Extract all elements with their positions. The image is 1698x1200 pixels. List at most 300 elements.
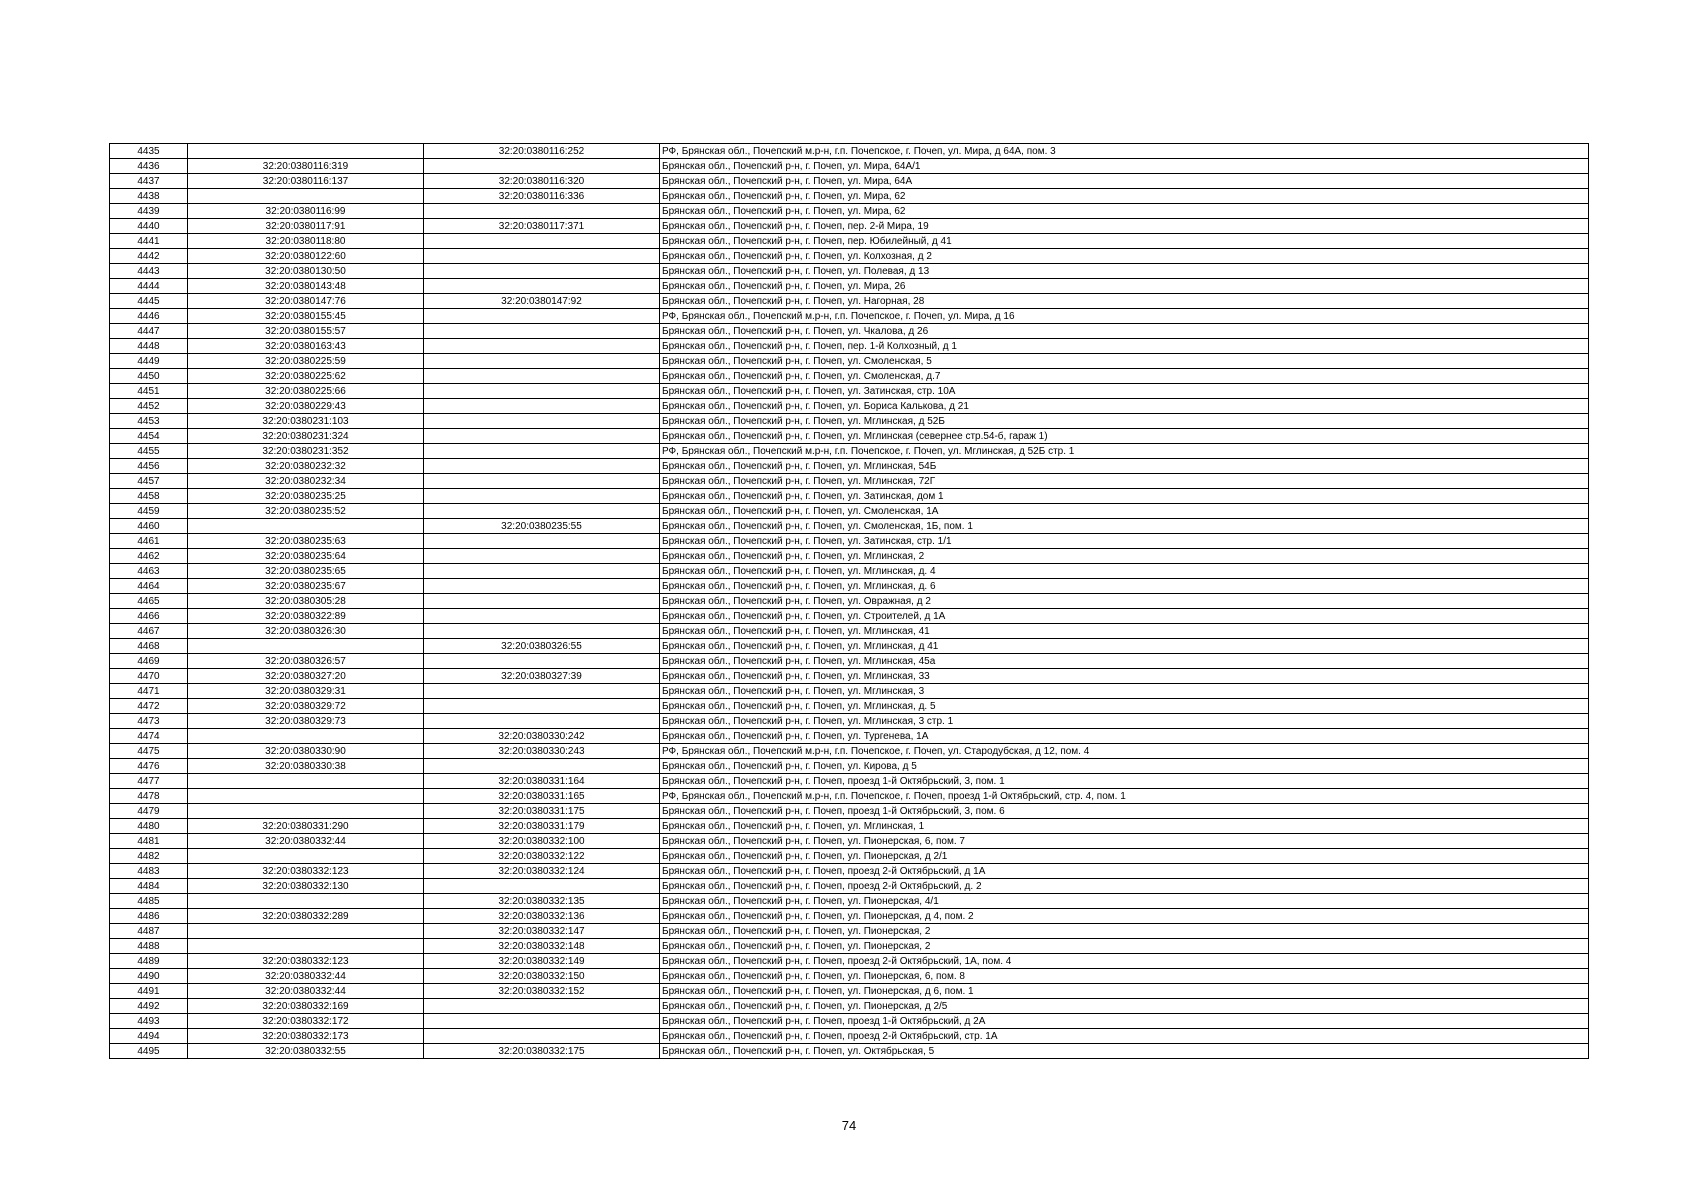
address: Брянская обл., Почепский р-н, г. Почеп, ул. Чкалова, д 26 — [660, 324, 1589, 339]
building-cadastral-number: 32:20:0380117:371 — [424, 219, 660, 234]
row-number: 4476 — [110, 759, 188, 774]
address: Брянская обл., Почепский р-н, г. Почеп, ул. Тургенева, 1А — [660, 729, 1589, 744]
building-cadastral-number: 32:20:0380332:152 — [424, 984, 660, 999]
land-cadastral-number: 32:20:0380155:57 — [188, 324, 424, 339]
row-number: 4446 — [110, 309, 188, 324]
table-row — [110, 984, 1589, 999]
land-cadastral-number — [188, 789, 424, 804]
land-cadastral-number: 32:20:0380332:169 — [188, 999, 424, 1014]
land-cadastral-number: 32:20:0380332:173 — [188, 1029, 424, 1044]
row-number: 4490 — [110, 969, 188, 984]
row-number: 4466 — [110, 609, 188, 624]
table-row — [110, 474, 1589, 489]
row-number: 4452 — [110, 399, 188, 414]
land-cadastral-number: 32:20:0380116:319 — [188, 159, 424, 174]
building-cadastral-number — [424, 234, 660, 249]
building-cadastral-number — [424, 459, 660, 474]
table-row — [110, 834, 1589, 849]
row-number: 4492 — [110, 999, 188, 1014]
table-row — [110, 759, 1589, 774]
table-row — [110, 1029, 1589, 1044]
table-row — [110, 354, 1589, 369]
address: Брянская обл., Почепский р-н, г. Почеп, проезд 1-й Октябрьский, 3, пом. 6 — [660, 804, 1589, 819]
land-cadastral-number: 32:20:0380327:20 — [188, 669, 424, 684]
row-number: 4471 — [110, 684, 188, 699]
building-cadastral-number — [424, 624, 660, 639]
land-cadastral-number: 32:20:0380235:67 — [188, 579, 424, 594]
land-cadastral-number: 32:20:0380332:44 — [188, 969, 424, 984]
building-cadastral-number — [424, 564, 660, 579]
land-cadastral-number: 32:20:0380329:73 — [188, 714, 424, 729]
land-cadastral-number: 32:20:0380143:48 — [188, 279, 424, 294]
row-number: 4494 — [110, 1029, 188, 1044]
table-row — [110, 489, 1589, 504]
building-cadastral-number — [424, 699, 660, 714]
table-row — [110, 1014, 1589, 1029]
land-cadastral-number: 32:20:0380326:57 — [188, 654, 424, 669]
row-number: 4472 — [110, 699, 188, 714]
building-cadastral-number — [424, 684, 660, 699]
row-number: 4482 — [110, 849, 188, 864]
address: Брянская обл., Почепский р-н, г. Почеп, ул. Мглинская, 3 — [660, 684, 1589, 699]
building-cadastral-number — [424, 159, 660, 174]
address: Брянская обл., Почепский р-н, г. Почеп, ул. Мглинская, д 41 — [660, 639, 1589, 654]
land-cadastral-number: 32:20:0380130:50 — [188, 264, 424, 279]
address: Брянская обл., Почепский р-н, г. Почеп, ул. Мглинская, 41 — [660, 624, 1589, 639]
table-row — [110, 174, 1589, 189]
row-number: 4489 — [110, 954, 188, 969]
land-cadastral-number: 32:20:0380330:90 — [188, 744, 424, 759]
table-row — [110, 969, 1589, 984]
building-cadastral-number — [424, 879, 660, 894]
table-row — [110, 669, 1589, 684]
address: Брянская обл., Почепский р-н, г. Почеп, ул. Мглинская, 3 стр. 1 — [660, 714, 1589, 729]
building-cadastral-number: 32:20:0380332:150 — [424, 969, 660, 984]
table-row — [110, 864, 1589, 879]
row-number: 4454 — [110, 429, 188, 444]
table-row — [110, 399, 1589, 414]
land-cadastral-number: 32:20:0380225:66 — [188, 384, 424, 399]
table-row — [110, 729, 1589, 744]
row-number: 4477 — [110, 774, 188, 789]
land-cadastral-number: 32:20:0380326:30 — [188, 624, 424, 639]
address: Брянская обл., Почепский р-н, г. Почеп, ул. Пионерская, д 4, пом. 2 — [660, 909, 1589, 924]
address: Брянская обл., Почепский р-н, г. Почеп, ул. Мглинская, 54Б — [660, 459, 1589, 474]
row-number: 4453 — [110, 414, 188, 429]
land-cadastral-number: 32:20:0380232:34 — [188, 474, 424, 489]
building-cadastral-number — [424, 1014, 660, 1029]
row-number: 4487 — [110, 924, 188, 939]
address: Брянская обл., Почепский р-н, г. Почеп, ул. Смоленская, д.7 — [660, 369, 1589, 384]
table-row — [110, 894, 1589, 909]
table-row — [110, 639, 1589, 654]
address: РФ, Брянская обл., Почепский м.р-н, г.п. Почепское, г. Почеп, ул. Стародубская, д 12, пом. 4 — [660, 744, 1589, 759]
row-number: 4479 — [110, 804, 188, 819]
row-number: 4457 — [110, 474, 188, 489]
row-number: 4491 — [110, 984, 188, 999]
table-row — [110, 714, 1589, 729]
table-row — [110, 324, 1589, 339]
land-cadastral-number — [188, 144, 424, 159]
building-cadastral-number: 32:20:0380332:124 — [424, 864, 660, 879]
row-number: 4448 — [110, 339, 188, 354]
building-cadastral-number — [424, 609, 660, 624]
building-cadastral-number — [424, 759, 660, 774]
row-number: 4451 — [110, 384, 188, 399]
table-row — [110, 249, 1589, 264]
land-cadastral-number: 32:20:0380332:123 — [188, 954, 424, 969]
building-cadastral-number: 32:20:0380116:320 — [424, 174, 660, 189]
table-row — [110, 564, 1589, 579]
land-cadastral-number — [188, 849, 424, 864]
building-cadastral-number — [424, 594, 660, 609]
building-cadastral-number — [424, 279, 660, 294]
building-cadastral-number: 32:20:0380330:242 — [424, 729, 660, 744]
row-number: 4443 — [110, 264, 188, 279]
row-number: 4469 — [110, 654, 188, 669]
address: Брянская обл., Почепский р-н, г. Почеп, ул. Пионерская, 2 — [660, 924, 1589, 939]
building-cadastral-number: 32:20:0380330:243 — [424, 744, 660, 759]
land-cadastral-number — [188, 774, 424, 789]
building-cadastral-number: 32:20:0380116:252 — [424, 144, 660, 159]
table-row — [110, 579, 1589, 594]
table-row — [110, 939, 1589, 954]
building-cadastral-number: 32:20:0380332:149 — [424, 954, 660, 969]
row-number: 4474 — [110, 729, 188, 744]
row-number: 4468 — [110, 639, 188, 654]
row-number: 4480 — [110, 819, 188, 834]
row-number: 4438 — [110, 189, 188, 204]
table-row — [110, 909, 1589, 924]
building-cadastral-number — [424, 714, 660, 729]
address: Брянская обл., Почепский р-н, г. Почеп, ул. Мглинская, 33 — [660, 669, 1589, 684]
building-cadastral-number: 32:20:0380332:175 — [424, 1044, 660, 1059]
address: Брянская обл., Почепский р-н, г. Почеп, ул. Затинская, стр. 10А — [660, 384, 1589, 399]
address: Брянская обл., Почепский р-н, г. Почеп, пер. Юбилейный, д 41 — [660, 234, 1589, 249]
building-cadastral-number — [424, 354, 660, 369]
table-row — [110, 234, 1589, 249]
land-cadastral-number: 32:20:0380332:172 — [188, 1014, 424, 1029]
land-cadastral-number: 32:20:0380332:44 — [188, 834, 424, 849]
address: Брянская обл., Почепский р-н, г. Почеп, ул. Овражная, д 2 — [660, 594, 1589, 609]
table-row — [110, 954, 1589, 969]
land-cadastral-number: 32:20:0380332:289 — [188, 909, 424, 924]
building-cadastral-number — [424, 444, 660, 459]
table-row — [110, 369, 1589, 384]
land-cadastral-number: 32:20:0380330:38 — [188, 759, 424, 774]
land-cadastral-number: 32:20:0380225:59 — [188, 354, 424, 369]
address: Брянская обл., Почепский р-н, г. Почеп, ул. Пионерская, 4/1 — [660, 894, 1589, 909]
building-cadastral-number: 32:20:0380331:179 — [424, 819, 660, 834]
address: Брянская обл., Почепский р-н, г. Почеп, ул. Мглинская (севернее стр.54-б, гараж 1) — [660, 429, 1589, 444]
table-row — [110, 744, 1589, 759]
row-number: 4456 — [110, 459, 188, 474]
table-row — [110, 789, 1589, 804]
row-number: 4483 — [110, 864, 188, 879]
building-cadastral-number: 32:20:0380332:148 — [424, 939, 660, 954]
building-cadastral-number — [424, 369, 660, 384]
land-cadastral-number — [188, 189, 424, 204]
land-cadastral-number: 32:20:0380332:130 — [188, 879, 424, 894]
row-number: 4460 — [110, 519, 188, 534]
table-row — [110, 774, 1589, 789]
address: Брянская обл., Почепский р-н, г. Почеп, ул. Мглинская, д. 6 — [660, 579, 1589, 594]
land-cadastral-number: 32:20:0380305:28 — [188, 594, 424, 609]
land-cadastral-number: 32:20:0380155:45 — [188, 309, 424, 324]
address: Брянская обл., Почепский р-н, г. Почеп, ул. Бориса Калькова, д 21 — [660, 399, 1589, 414]
land-cadastral-number: 32:20:0380332:123 — [188, 864, 424, 879]
address: Брянская обл., Почепский р-н, г. Почеп, ул. Смоленская, 1Б, пом. 1 — [660, 519, 1589, 534]
table-row — [110, 549, 1589, 564]
table-row — [110, 189, 1589, 204]
address: Брянская обл., Почепский р-н, г. Почеп, ул. Затинская, дом 1 — [660, 489, 1589, 504]
address: Брянская обл., Почепский р-н, г. Почеп, проезд 2-й Октябрьский, стр. 1А — [660, 1029, 1589, 1044]
building-cadastral-number — [424, 414, 660, 429]
address: Брянская обл., Почепский р-н, г. Почеп, ул. Мглинская, 2 — [660, 549, 1589, 564]
building-cadastral-number — [424, 534, 660, 549]
land-cadastral-number: 32:20:0380322:89 — [188, 609, 424, 624]
address: Брянская обл., Почепский р-н, г. Почеп, ул. Мглинская, д 52Б — [660, 414, 1589, 429]
address: Брянская обл., Почепский р-н, г. Почеп, ул. Пионерская, 2 — [660, 939, 1589, 954]
land-cadastral-number: 32:20:0380229:43 — [188, 399, 424, 414]
row-number: 4461 — [110, 534, 188, 549]
address: Брянская обл., Почепский р-н, г. Почеп, проезд 1-й Октябрьский, 3, пом. 1 — [660, 774, 1589, 789]
row-number: 4442 — [110, 249, 188, 264]
building-cadastral-number — [424, 309, 660, 324]
building-cadastral-number — [424, 339, 660, 354]
row-number: 4441 — [110, 234, 188, 249]
address: Брянская обл., Почепский р-н, г. Почеп, проезд 2-й Октябрьский, д 1А — [660, 864, 1589, 879]
address: Брянская обл., Почепский р-н, г. Почеп, ул. Мира, 62 — [660, 204, 1589, 219]
table-row — [110, 159, 1589, 174]
building-cadastral-number — [424, 249, 660, 264]
table-row — [110, 624, 1589, 639]
address: Брянская обл., Почепский р-н, г. Почеп, проезд 2-й Октябрьский, 1А, пом. 4 — [660, 954, 1589, 969]
cadastral-table — [109, 143, 1589, 1059]
building-cadastral-number: 32:20:0380116:336 — [424, 189, 660, 204]
address: Брянская обл., Почепский р-н, г. Почеп, ул. Колхозная, д 2 — [660, 249, 1589, 264]
land-cadastral-number: 32:20:0380231:103 — [188, 414, 424, 429]
table-row — [110, 819, 1589, 834]
table-row — [110, 879, 1589, 894]
building-cadastral-number: 32:20:0380332:147 — [424, 924, 660, 939]
row-number: 4481 — [110, 834, 188, 849]
land-cadastral-number — [188, 894, 424, 909]
land-cadastral-number: 32:20:0380232:32 — [188, 459, 424, 474]
table-row — [110, 999, 1589, 1014]
address: Брянская обл., Почепский р-н, г. Почеп, пер. 1-й Колхозный, д 1 — [660, 339, 1589, 354]
land-cadastral-number — [188, 639, 424, 654]
building-cadastral-number — [424, 579, 660, 594]
land-cadastral-number — [188, 729, 424, 744]
row-number: 4439 — [110, 204, 188, 219]
land-cadastral-number: 32:20:0380235:52 — [188, 504, 424, 519]
address: Брянская обл., Почепский р-н, г. Почеп, ул. Октябрьская, 5 — [660, 1044, 1589, 1059]
row-number: 4470 — [110, 669, 188, 684]
table-row — [110, 279, 1589, 294]
address: РФ, Брянская обл., Почепский м.р-н, г.п. Почепское, г. Почеп, ул. Мглинская, д 52Б стр. 1 — [660, 444, 1589, 459]
address: Брянская обл., Почепский р-н, г. Почеп, ул. Мглинская, 72Г — [660, 474, 1589, 489]
land-cadastral-number: 32:20:0380231:352 — [188, 444, 424, 459]
building-cadastral-number — [424, 1029, 660, 1044]
row-number: 4450 — [110, 369, 188, 384]
table-row — [110, 339, 1589, 354]
building-cadastral-number: 32:20:0380331:175 — [424, 804, 660, 819]
row-number: 4458 — [110, 489, 188, 504]
address: Брянская обл., Почепский р-н, г. Почеп, ул. Пионерская, д 6, пом. 1 — [660, 984, 1589, 999]
row-number: 4464 — [110, 579, 188, 594]
address: Брянская обл., Почепский р-н, г. Почеп, пер. 2-й Мира, 19 — [660, 219, 1589, 234]
building-cadastral-number — [424, 489, 660, 504]
table-row — [110, 609, 1589, 624]
address: Брянская обл., Почепский р-н, г. Почеп, ул. Нагорная, 28 — [660, 294, 1589, 309]
land-cadastral-number: 32:20:0380231:324 — [188, 429, 424, 444]
address: Брянская обл., Почепский р-н, г. Почеп, ул. Мира, 62 — [660, 189, 1589, 204]
land-cadastral-number: 32:20:0380116:137 — [188, 174, 424, 189]
building-cadastral-number — [424, 549, 660, 564]
table-row — [110, 264, 1589, 279]
table-row — [110, 504, 1589, 519]
row-number: 4465 — [110, 594, 188, 609]
row-number: 4447 — [110, 324, 188, 339]
row-number: 4449 — [110, 354, 188, 369]
address: РФ, Брянская обл., Почепский м.р-н, г.п. Почепское, г. Почеп, ул. Мира, д 16 — [660, 309, 1589, 324]
land-cadastral-number: 32:20:0380118:80 — [188, 234, 424, 249]
address: Брянская обл., Почепский р-н, г. Почеп, ул. Смоленская, 5 — [660, 354, 1589, 369]
land-cadastral-number: 32:20:0380116:99 — [188, 204, 424, 219]
table-row — [110, 924, 1589, 939]
row-number: 4462 — [110, 549, 188, 564]
building-cadastral-number: 32:20:0380147:92 — [424, 294, 660, 309]
building-cadastral-number: 32:20:0380327:39 — [424, 669, 660, 684]
land-cadastral-number — [188, 924, 424, 939]
address: Брянская обл., Почепский р-н, г. Почеп, ул. Пионерская, д 2/1 — [660, 849, 1589, 864]
land-cadastral-number: 32:20:0380331:290 — [188, 819, 424, 834]
row-number: 4484 — [110, 879, 188, 894]
building-cadastral-number: 32:20:0380332:135 — [424, 894, 660, 909]
building-cadastral-number — [424, 324, 660, 339]
row-number: 4459 — [110, 504, 188, 519]
table-row — [110, 444, 1589, 459]
row-number: 4445 — [110, 294, 188, 309]
land-cadastral-number: 32:20:0380332:44 — [188, 984, 424, 999]
table-row — [110, 519, 1589, 534]
row-number: 4435 — [110, 144, 188, 159]
row-number: 4485 — [110, 894, 188, 909]
land-cadastral-number: 32:20:0380122:60 — [188, 249, 424, 264]
table-row — [110, 219, 1589, 234]
table-row — [110, 384, 1589, 399]
address: РФ, Брянская обл., Почепский м.р-н, г.п. Почепское, г. Почеп, проезд 1-й Октябрьский, стр. 4, пом. 1 — [660, 789, 1589, 804]
address: РФ, Брянская обл., Почепский м.р-н, г.п. Почепское, г. Почеп, ул. Мира, д 64А, пом. 3 — [660, 144, 1589, 159]
row-number: 4475 — [110, 744, 188, 759]
page-number: 74 — [841, 1118, 857, 1133]
address: Брянская обл., Почепский р-н, г. Почеп, проезд 1-й Октябрьский, д 2А — [660, 1014, 1589, 1029]
building-cadastral-number: 32:20:0380332:136 — [424, 909, 660, 924]
land-cadastral-number: 32:20:0380235:63 — [188, 534, 424, 549]
building-cadastral-number — [424, 399, 660, 414]
row-number: 4473 — [110, 714, 188, 729]
address: Брянская обл., Почепский р-н, г. Почеп, ул. Пионерская, 6, пом. 7 — [660, 834, 1589, 849]
address: Брянская обл., Почепский р-н, г. Почеп, проезд 2-й Октябрьский, д. 2 — [660, 879, 1589, 894]
address: Брянская обл., Почепский р-н, г. Почеп, ул. Мира, 26 — [660, 279, 1589, 294]
table-row — [110, 459, 1589, 474]
address: Брянская обл., Почепский р-н, г. Почеп, ул. Мглинская, д. 5 — [660, 699, 1589, 714]
row-number: 4440 — [110, 219, 188, 234]
land-cadastral-number — [188, 804, 424, 819]
address: Брянская обл., Почепский р-н, г. Почеп, ул. Мглинская, 1 — [660, 819, 1589, 834]
row-number: 4467 — [110, 624, 188, 639]
land-cadastral-number: 32:20:0380147:76 — [188, 294, 424, 309]
table-row — [110, 849, 1589, 864]
table-row — [110, 699, 1589, 714]
table-row — [110, 804, 1589, 819]
table-row — [110, 534, 1589, 549]
land-cadastral-number: 32:20:0380329:31 — [188, 684, 424, 699]
land-cadastral-number: 32:20:0380117:91 — [188, 219, 424, 234]
address: Брянская обл., Почепский р-н, г. Почеп, ул. Мглинская, д. 4 — [660, 564, 1589, 579]
table-row — [110, 414, 1589, 429]
building-cadastral-number: 32:20:0380331:165 — [424, 789, 660, 804]
land-cadastral-number — [188, 939, 424, 954]
row-number: 4478 — [110, 789, 188, 804]
land-cadastral-number: 32:20:0380235:25 — [188, 489, 424, 504]
address: Брянская обл., Почепский р-н, г. Почеп, ул. Строителей, д 1А — [660, 609, 1589, 624]
land-cadastral-number: 32:20:0380329:72 — [188, 699, 424, 714]
table-row — [110, 654, 1589, 669]
table-row — [110, 594, 1589, 609]
row-number: 4493 — [110, 1014, 188, 1029]
land-cadastral-number: 32:20:0380163:43 — [188, 339, 424, 354]
building-cadastral-number — [424, 384, 660, 399]
address: Брянская обл., Почепский р-н, г. Почеп, ул. Полевая, д 13 — [660, 264, 1589, 279]
building-cadastral-number: 32:20:0380331:164 — [424, 774, 660, 789]
row-number: 4495 — [110, 1044, 188, 1059]
table-row — [110, 684, 1589, 699]
building-cadastral-number: 32:20:0380235:55 — [424, 519, 660, 534]
address: Брянская обл., Почепский р-н, г. Почеп, ул. Затинская, стр. 1/1 — [660, 534, 1589, 549]
land-cadastral-number: 32:20:0380235:64 — [188, 549, 424, 564]
row-number: 4455 — [110, 444, 188, 459]
address: Брянская обл., Почепский р-н, г. Почеп, ул. Мира, 64А/1 — [660, 159, 1589, 174]
table-row — [110, 429, 1589, 444]
row-number: 4436 — [110, 159, 188, 174]
building-cadastral-number — [424, 429, 660, 444]
building-cadastral-number — [424, 204, 660, 219]
table-row — [110, 294, 1589, 309]
table-row — [110, 309, 1589, 324]
row-number: 4463 — [110, 564, 188, 579]
address: Брянская обл., Почепский р-н, г. Почеп, ул. Пионерская, д 2/5 — [660, 999, 1589, 1014]
land-cadastral-number: 32:20:0380332:55 — [188, 1044, 424, 1059]
building-cadastral-number — [424, 999, 660, 1014]
building-cadastral-number — [424, 504, 660, 519]
address: Брянская обл., Почепский р-н, г. Почеп, ул. Мглинская, 45а — [660, 654, 1589, 669]
table-row — [110, 1044, 1589, 1059]
building-cadastral-number — [424, 474, 660, 489]
row-number: 4437 — [110, 174, 188, 189]
address: Брянская обл., Почепский р-н, г. Почеп, ул. Мира, 64А — [660, 174, 1589, 189]
address: Брянская обл., Почепский р-н, г. Почеп, ул. Смоленская, 1А — [660, 504, 1589, 519]
address: Брянская обл., Почепский р-н, г. Почеп, ул. Кирова, д 5 — [660, 759, 1589, 774]
building-cadastral-number: 32:20:0380326:55 — [424, 639, 660, 654]
row-number: 4488 — [110, 939, 188, 954]
land-cadastral-number: 32:20:0380225:62 — [188, 369, 424, 384]
row-number: 4444 — [110, 279, 188, 294]
building-cadastral-number — [424, 654, 660, 669]
table-row — [110, 204, 1589, 219]
building-cadastral-number — [424, 264, 660, 279]
